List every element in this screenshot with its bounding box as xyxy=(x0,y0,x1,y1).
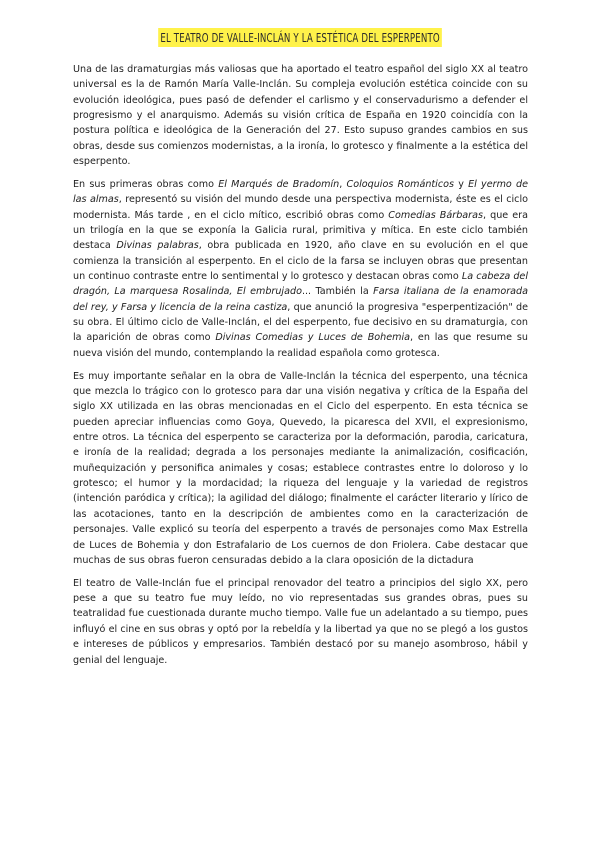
paragraph-technique: Es muy importante señalar en la obra de Valle-Inclán la técnica del esperpento, una técnica que mezcla lo trágico con lo grotesco para dar una visión negativa y crítica de la España del siglo XX utilizada en las obras mencionadas en el Ciclo del esperpento. En esta técnica se pueden apreciar influencias como Goya, Quevedo, la picaresca del XVII, el expresionismo, entre otros. La técnica del esperpento se caracteriza por la deformación, parodia, caricatura, e ironía de la realidad; degrada a los personajes mediante la animalización, cosificación, muñequización y personifica animales y cosas; establece contrastes entre lo doloroso y lo grotesco; el humor y la mordacidad; la riqueza del lenguaje y la variedad de registros (intención paródica y crítica); la agilidad del diálogo; finalmente el carácter literario y lírico de las acotaciones, tanto en la descripción de ambientes como en la caracterización de personajes. Valle explicó su teoría del esperpento a través de personajes como Max Estrella de Luces de Bohemia y don Estrafalario de Los cuernos de don Friolera. Cabe destacar que muchas de sus obras fueron censuradas debido a la clara oposición de la dictadura xyxy=(73,370,528,566)
text-run: ... También la xyxy=(301,286,374,298)
text-run: , que era un trilogía en la que se exponía la Galicia rural, primitiva y mítica. En este ciclo también destaca xyxy=(73,209,528,252)
text-run: , en las que resume su nueva visión del mundo, contemplando la realidad española como grotesca. xyxy=(73,332,528,359)
paragraph-conclusion: El teatro de Valle-Inclán fue el principal renovador del teatro a principios del siglo XX, pero pese a que su teatro fue muy leído, no vio representadas sus grandes obras, pues su teatralidad fue cuestionada durante mucho tiempo. Valle fue un adelantado a su tiempo, pues influyó el cine en sus obras y optó por la rebeldía y la libertad ya que no se plegó a los gustos e intereses de públicos y empresarios. También destacó por su manejo asombroso, hábil y genial del lenguaje. xyxy=(73,577,528,666)
work-title: El Marqués de Bradomín xyxy=(218,179,340,190)
text-run: , xyxy=(339,179,347,190)
work-title: El yermo de las almas xyxy=(73,179,528,206)
work-title: Divinas Comedias y Luces de Bohemia xyxy=(215,332,411,344)
text-run: , que anunció la progresiva "esperpentización" de su obra. El último ciclo de Valle-Inclán, el del esperpento, fue decisivo en su dramaturgia, con la aparición de obras como xyxy=(73,301,528,344)
paragraph-intro: Una de las dramaturgias más valiosas que ha aportado el teatro español del siglo XX al teatro universal es la de Ramón María Valle-Inclán. Su compleja evolución estética coincide con su evolución ideológica, pues pasó de defender el carlismo y el conservadurismo a defender el progresismo y el anarquismo. Además su visión crítica de España en 1920 coincidía con la postura política e ideológica de la Generación del 27. Esto supuso grandes cambios en sus obras, desde sus comienzos modernistas, a la ironía, lo grotesco y finalmente a la estética del esperpento. xyxy=(73,64,528,168)
text-run: , obra publicada en 1920, año clave en su evolución en el que comienza la transición al esperpento. En el ciclo de la farsa se incluyen obras que presentan un continuo contraste entre lo sentimental y lo grotesco y destacan obras como xyxy=(73,240,528,283)
work-title: La cabeza del dragón, La marquesa Rosalinda, El embrujado xyxy=(73,271,529,298)
paragraph-works xyxy=(73,177,528,361)
page-title: EL TEATRO DE VALLE-INCLÁN Y LA ESTÉTICA DEL ESPERPENTO xyxy=(158,28,442,47)
title-container xyxy=(0,27,600,47)
work-title: Divinas palabras xyxy=(116,240,199,252)
document-body xyxy=(73,62,528,675)
work-title: Farsa italiana de la enamorada del rey, y Farsa y licencia de la reina castiza xyxy=(73,286,528,313)
work-title: Comedias Bárbaras xyxy=(388,209,483,221)
text-run: En sus primeras obras como xyxy=(73,179,219,190)
text-run: , representó su visión del mundo desde una perspectiva modernista, éste es el ciclo modernista. Más tarde , en el ciclo mítico, escribió obras como xyxy=(73,194,528,221)
text-run: y xyxy=(453,179,469,190)
work-title: Coloquios Románticos xyxy=(346,179,454,190)
